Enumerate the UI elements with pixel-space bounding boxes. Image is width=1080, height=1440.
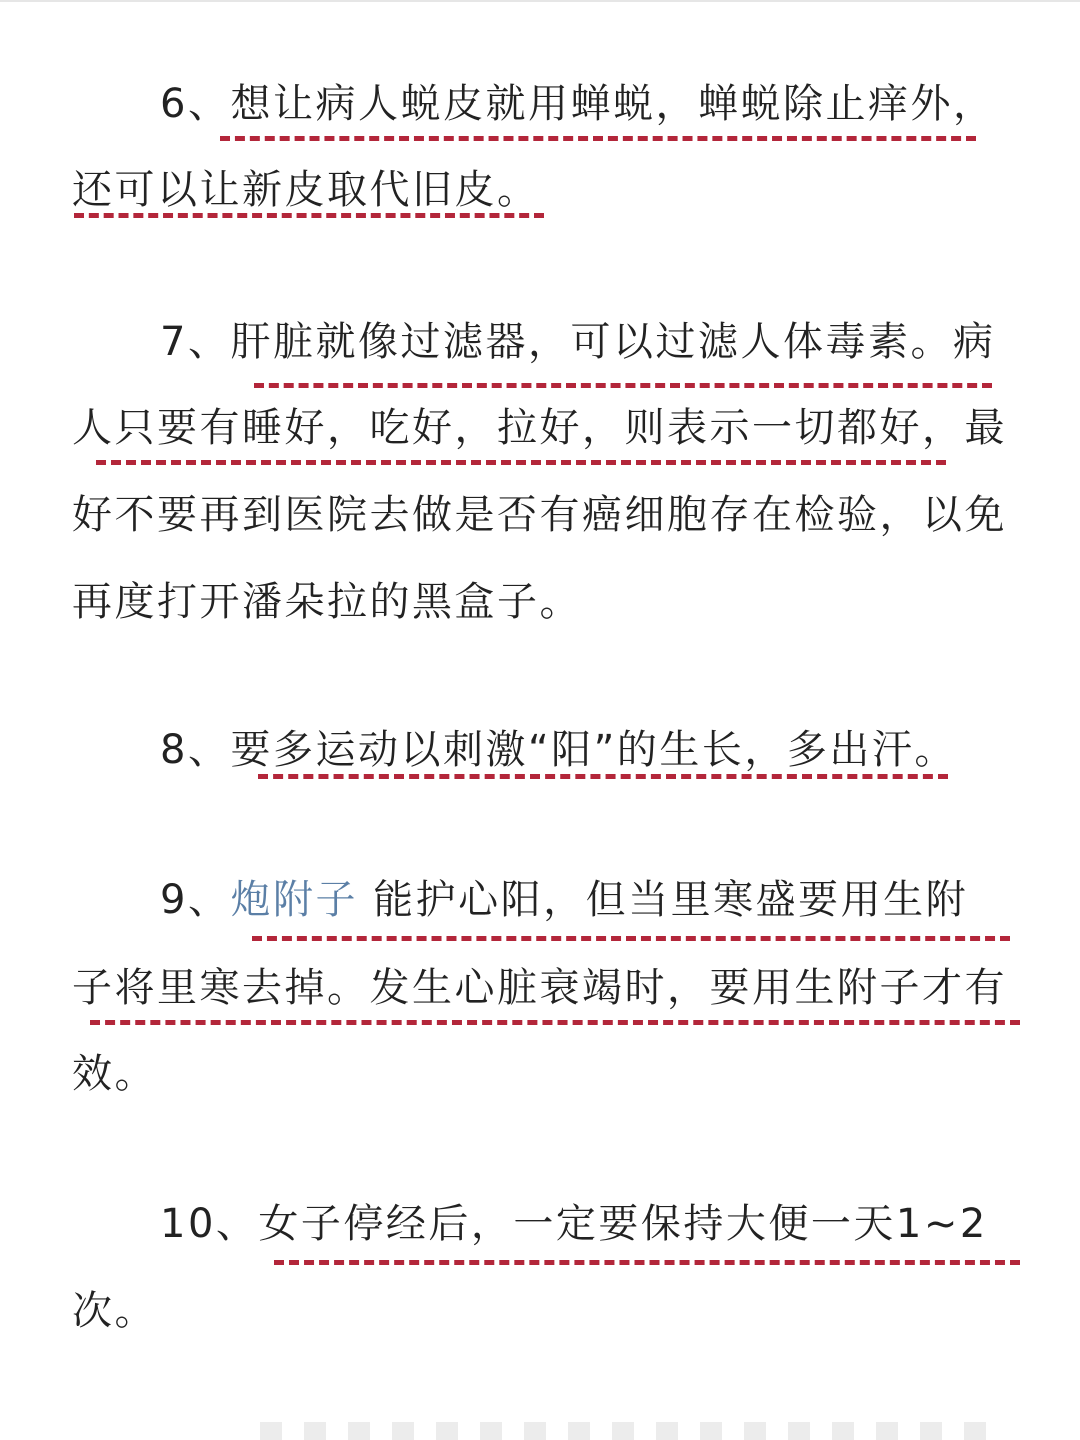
item-8-underline-1	[258, 774, 948, 779]
item-10-text-2: 次。	[72, 1288, 157, 1334]
item-8-line-1	[0, 722, 1080, 778]
item-6-text-1: 6、想让病人蜕皮就用蝉蜕，蝉蜕除止痒外，	[160, 81, 996, 127]
item-7-line-2	[0, 400, 1080, 456]
item-10-line-2	[0, 1283, 1080, 1339]
item-9-underline-1	[252, 936, 1010, 941]
item-9-underline-2	[90, 1020, 1020, 1025]
cut-off-next-line	[0, 1422, 1080, 1440]
item-7-line-4	[0, 574, 1080, 630]
item-6-line-1	[0, 76, 1080, 132]
item-6-underline-2	[74, 213, 544, 218]
item-9-text-2: 子将里寒去掉。发生心脏衰竭时，要用生附子才有	[72, 965, 1007, 1011]
item-7-line-1	[0, 314, 1080, 370]
item-7-underline-1	[254, 383, 992, 388]
top-divider	[0, 0, 1080, 2]
item-9-prefix: 9、	[160, 877, 231, 923]
item-10-text-1: 10、女子停经后，一定要保持大便一天1~2	[160, 1201, 988, 1247]
item-7-text-2: 人只要有睡好，吃好，拉好，则表示一切都好，最	[72, 405, 1007, 451]
cut-off-text-fragment	[260, 1422, 1000, 1440]
item-10-underline-1	[274, 1260, 1020, 1265]
item-7-line-3	[0, 487, 1080, 543]
item-6-text-2: 还可以让新皮取代旧皮。	[72, 167, 540, 213]
item-9-line-2	[0, 960, 1080, 1016]
item-8-text-1: 8、要多运动以刺激“阳”的生长，多出汗。	[160, 727, 957, 773]
item-6-line-2	[0, 162, 1080, 218]
item-7-text-3: 好不要再到医院去做是否有癌细胞存在检验，以免	[72, 492, 1007, 538]
item-9-text-1: 能护心阳，但当里寒盛要用生附	[357, 877, 969, 923]
item-9-link[interactable]: 炮附子	[230, 877, 358, 923]
item-7-text-4: 再度打开潘朵拉的黑盒子。	[72, 579, 582, 625]
item-9-line-3	[0, 1046, 1080, 1102]
item-6-underline-1	[220, 136, 976, 141]
item-10-line-1	[0, 1196, 1080, 1252]
item-7-underline-2	[96, 460, 946, 465]
item-9-text-3: 效。	[72, 1051, 157, 1097]
item-9-line-1	[0, 872, 1080, 928]
item-7-text-1: 7、肝脏就像过滤器，可以过滤人体毒素。病	[160, 319, 996, 365]
